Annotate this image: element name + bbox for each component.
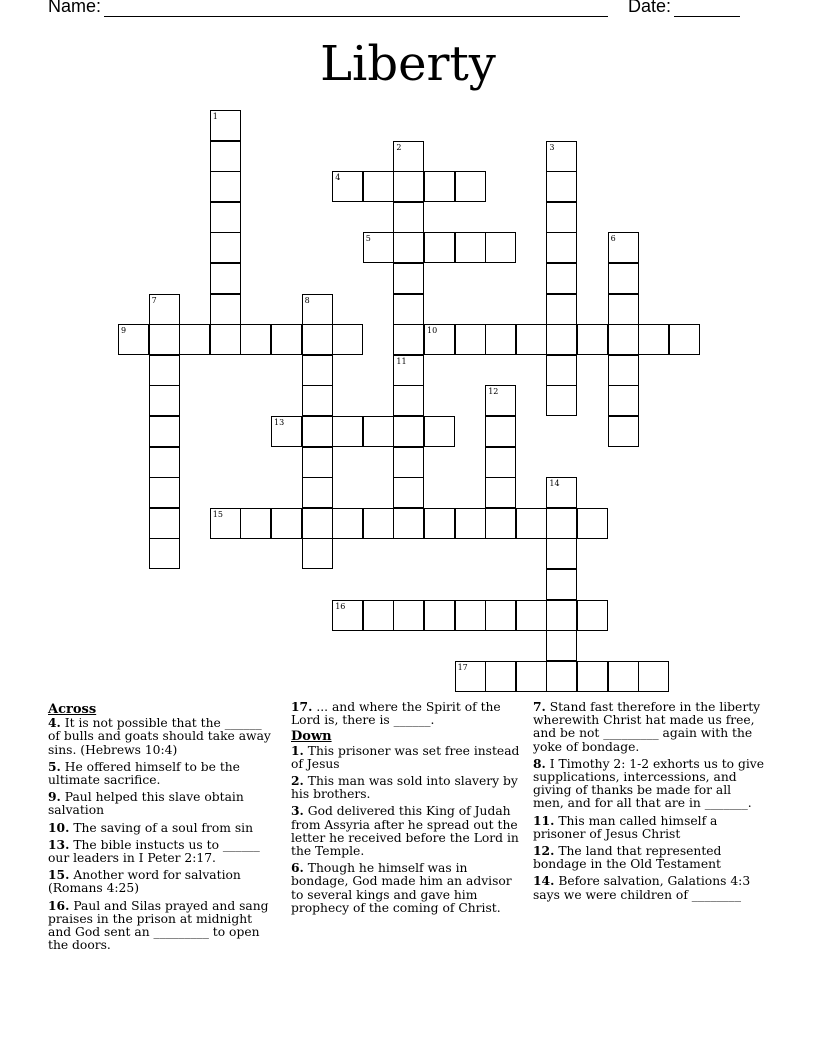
clue-number: 2 — [396, 142, 402, 152]
grid-cell[interactable] — [485, 232, 516, 263]
grid-cell[interactable] — [393, 141, 424, 172]
clue-number: 15 — [212, 509, 223, 519]
date-label: Date: — [628, 0, 672, 16]
grid-cell[interactable] — [485, 416, 516, 447]
clues-column-2 — [291, 700, 523, 918]
clues-column-1 — [48, 700, 276, 955]
grid-cell[interactable] — [546, 171, 577, 202]
grid-cell[interactable] — [393, 263, 424, 294]
grid-cell[interactable] — [149, 477, 180, 508]
grid-cell[interactable] — [546, 355, 577, 386]
grid-cell[interactable] — [577, 324, 608, 355]
grid-cell[interactable] — [332, 324, 363, 355]
across-heading: Across — [48, 702, 97, 717]
grid-cell[interactable] — [210, 110, 241, 141]
grid-cell[interactable] — [271, 416, 302, 447]
grid-cell[interactable] — [302, 508, 333, 539]
grid-cell[interactable] — [393, 385, 424, 416]
grid-cell[interactable] — [516, 600, 547, 631]
grid-cell[interactable] — [669, 324, 700, 355]
grid-cell[interactable] — [608, 263, 639, 294]
grid-cell[interactable] — [455, 171, 486, 202]
down-clue-12: 12. The land that represented bondage in the Old Testament — [533, 843, 722, 872]
grid-cell[interactable] — [424, 171, 455, 202]
grid-cell[interactable] — [424, 232, 455, 263]
grid-cell[interactable] — [271, 508, 302, 539]
grid-cell[interactable] — [332, 508, 363, 539]
grid-cell[interactable] — [240, 508, 271, 539]
grid-cell[interactable] — [546, 569, 577, 600]
clue-number: 7 — [151, 295, 157, 305]
across-clue-10: 10. The saving of a soul from sin — [48, 819, 253, 835]
grid-cell[interactable] — [546, 630, 577, 661]
grid-cell[interactable] — [546, 202, 577, 233]
grid-cell[interactable] — [577, 661, 608, 692]
grid-cell[interactable] — [332, 171, 363, 202]
clue-number: 13 — [274, 418, 285, 427]
grid-cell[interactable] — [240, 324, 271, 355]
grid-cell[interactable] — [210, 171, 241, 202]
grid-cell[interactable] — [485, 447, 516, 478]
grid-cell[interactable] — [332, 600, 363, 631]
grid-cell[interactable] — [210, 263, 241, 294]
grid-cell[interactable] — [577, 600, 608, 631]
grid-cell[interactable] — [485, 661, 516, 692]
grid-cell[interactable] — [455, 600, 486, 631]
grid-cell[interactable] — [210, 141, 241, 172]
grid-cell[interactable] — [485, 508, 516, 539]
grid-cell[interactable] — [608, 416, 639, 447]
clue-number: 8 — [304, 295, 310, 305]
grid-cell[interactable] — [302, 477, 333, 508]
across-clue-9: 9. Paul helped this slave obtain salvation — [48, 789, 244, 818]
grid-cell[interactable] — [393, 477, 424, 508]
grid-cell[interactable] — [485, 324, 516, 355]
clue-number: 3 — [549, 142, 555, 152]
grid-cell[interactable] — [608, 324, 639, 355]
grid-cell[interactable] — [485, 385, 516, 416]
grid-cell[interactable] — [485, 600, 516, 631]
grid-cell[interactable] — [424, 416, 455, 447]
grid-cell[interactable] — [546, 508, 577, 539]
across-clue-16: 16. Paul and Silas prayed and sang praises in the prison at midnight and God sent an _________ to open the doors. — [48, 897, 269, 953]
grid-cell[interactable] — [118, 324, 149, 355]
grid-cell[interactable] — [546, 538, 577, 569]
grid-cell[interactable] — [424, 600, 455, 631]
down-clue-2: 2. This man was sold into slavery by his brothers. — [291, 773, 518, 802]
grid-cell[interactable] — [363, 171, 394, 202]
grid-cell[interactable] — [424, 508, 455, 539]
grid-cell[interactable] — [302, 538, 333, 569]
grid-cell[interactable] — [424, 324, 455, 355]
grid-cell[interactable] — [302, 294, 333, 325]
across-clue-5: 5. He offered himself to be the ultimate sacrifice. — [48, 758, 240, 788]
grid-cell[interactable] — [363, 508, 394, 539]
grid-cell[interactable] — [393, 355, 424, 386]
down-clue-6: 6. Though he himself was in bondage, God made him an advisor to several kings and gave him prophecy of the coming of Christ. — [291, 860, 512, 915]
grid-cell[interactable] — [210, 324, 241, 355]
grid-cell[interactable] — [302, 324, 333, 355]
grid-cell[interactable] — [546, 263, 577, 294]
grid-cell[interactable] — [302, 385, 333, 416]
grid-cell[interactable] — [393, 447, 424, 478]
grid-cell[interactable] — [149, 355, 180, 386]
grid-cell[interactable] — [363, 600, 394, 631]
grid-cell[interactable] — [393, 600, 424, 631]
grid-cell[interactable] — [577, 508, 608, 539]
grid-cell[interactable] — [149, 447, 180, 478]
clue-number: 4 — [335, 173, 341, 183]
grid-cell[interactable] — [608, 385, 639, 416]
grid-cell[interactable] — [393, 202, 424, 233]
grid-cell[interactable] — [393, 171, 424, 202]
grid-cell[interactable] — [516, 324, 547, 355]
down-clue-1: 1. This prisoner was set free instead of Jesus — [291, 742, 520, 771]
clue-number: 14 — [549, 479, 560, 489]
name-label: Name: — [48, 0, 102, 16]
grid-cell[interactable] — [363, 232, 394, 263]
grid-cell[interactable] — [455, 324, 486, 355]
down-clue-14: 14. Before salvation, Galations 4:3 says we were children of ________ — [533, 873, 751, 902]
grid-cell[interactable] — [516, 661, 547, 692]
clue-number: 16 — [335, 601, 346, 611]
grid-cell[interactable] — [393, 416, 424, 447]
grid-cell[interactable] — [393, 232, 424, 263]
grid-cell[interactable] — [149, 294, 180, 325]
clue-number: 10 — [427, 326, 438, 336]
grid-cell[interactable] — [516, 508, 547, 539]
grid-cell[interactable] — [546, 232, 577, 263]
grid-cell[interactable] — [546, 385, 577, 416]
grid-cell[interactable] — [302, 416, 333, 447]
clue-number: 11 — [396, 356, 407, 366]
grid-cell[interactable] — [302, 447, 333, 478]
grid-cell[interactable] — [210, 232, 241, 263]
down-clue-7: 7. Stand fast therefore in the liberty wherewith Christ hat made us free, and be not _________ again with the yoke of bondage. — [533, 699, 761, 754]
grid-cell[interactable] — [149, 508, 180, 539]
grid-cell[interactable] — [546, 477, 577, 508]
grid-cell[interactable] — [363, 416, 394, 447]
grid-cell[interactable] — [393, 294, 424, 325]
clue-number: 9 — [121, 326, 127, 336]
grid-cell[interactable] — [455, 508, 486, 539]
grid-cell[interactable] — [455, 232, 486, 263]
clue-number: 12 — [488, 387, 499, 397]
grid-cell[interactable] — [179, 324, 210, 355]
grid-cell[interactable] — [546, 324, 577, 355]
clue-number: 17 — [457, 662, 468, 672]
down-clue-8: 8. I Timothy 2: 1-2 exhorts us to give supplications, intercessions, and giving of thanks be made for all men, and for all that are in _______. — [533, 755, 765, 811]
down-clue-3: 3. God delivered this King of Judah from Assyria after he spread out the letter he received before the Lord in the Temple. — [291, 803, 519, 859]
across-clue-4: 4. It is not possible that the ______ of bulls and goats should take away sins. (Hebrews 10:4) — [48, 715, 271, 757]
grid-cell[interactable] — [210, 294, 241, 325]
grid-cell[interactable] — [393, 324, 424, 355]
grid-cell[interactable] — [638, 324, 669, 355]
grid-cell[interactable] — [210, 202, 241, 233]
down-clue-11: 11. This man called himself a prisoner of Jesus Christ — [533, 812, 718, 841]
grid-cell[interactable] — [608, 355, 639, 386]
grid-cell[interactable] — [149, 416, 180, 447]
across-clue-13: 13. The bible instucts us to ______ our leaders in I Peter 2:17. — [48, 836, 260, 866]
grid-cell[interactable] — [638, 661, 669, 692]
grid-cell[interactable] — [546, 600, 577, 631]
grid-cell[interactable] — [149, 324, 180, 355]
across-clue-17: 17. ... and where the Spirit of the Lord is, there is ______. — [291, 699, 501, 728]
grid-cell[interactable] — [149, 385, 180, 416]
clues-column-3 — [533, 700, 765, 905]
clue-number: 6 — [610, 234, 616, 244]
grid-cell[interactable] — [546, 141, 577, 172]
grid-cell[interactable] — [271, 324, 302, 355]
grid-cell[interactable] — [210, 508, 241, 539]
grid-cell[interactable] — [546, 294, 577, 325]
grid-cell[interactable] — [546, 661, 577, 692]
puzzle-title: Liberty — [320, 36, 496, 92]
down-heading: Down — [291, 729, 332, 745]
clue-number: 1 — [212, 112, 218, 121]
grid-cell[interactable] — [149, 538, 180, 569]
grid-cell[interactable] — [608, 661, 639, 692]
grid-cell[interactable] — [302, 355, 333, 386]
clue-number: 5 — [365, 234, 371, 244]
grid-cell[interactable] — [608, 294, 639, 325]
grid-cell[interactable] — [455, 661, 486, 692]
grid-cell[interactable] — [393, 508, 424, 539]
across-clue-15: 15. Another word for salvation (Romans 4:25) — [48, 867, 241, 896]
grid-cell[interactable] — [332, 416, 363, 447]
grid-cell[interactable] — [485, 477, 516, 508]
grid-cell[interactable] — [608, 232, 639, 263]
